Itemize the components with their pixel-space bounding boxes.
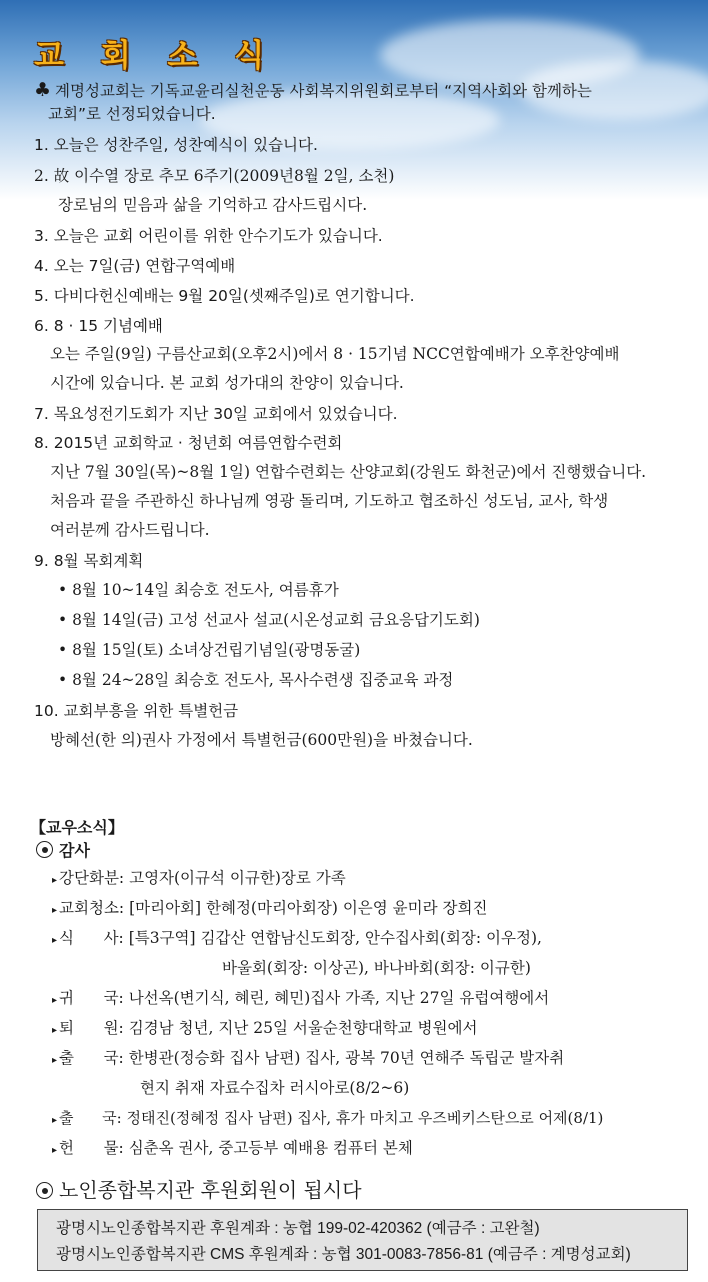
member-item-text: 한병관(정승화 집사 남편) 집사, 광복 70년 연해주 독립군 발자취 (128, 1049, 565, 1067)
page-title: 교 회 소 식 (34, 38, 278, 74)
intro-text-1: 계명성교회는 기독교윤리실천운동 사회복지위원회로부터 “지역사회와 함께하는 (55, 82, 592, 100)
intro-line-2: 교회”로 선정되었습니다. (48, 105, 216, 123)
news-item: 1. 오늘은 성찬주일, 성찬예식이 있습니다. (34, 136, 318, 154)
member-item-text: 김경남 청년, 지난 25일 서울순천향대학교 병원에서 (128, 1019, 478, 1037)
member-item-label: 헌 물: (59, 1139, 124, 1157)
news-item: 4. 오는 7일(금) 연합구역예배 (34, 257, 236, 275)
schedule-item: • 8월 10~14일 최승호 전도사, 여름휴가 (58, 581, 339, 599)
member-item-label: 출 국: (59, 1049, 124, 1067)
news-item-detail: 여러분께 감사드립니다. (50, 521, 210, 539)
triangle-icon: ▸ (52, 905, 58, 916)
member-item-label: 출 국: (59, 1109, 122, 1127)
member-item (52, 868, 346, 891)
member-item-continued: 현지 취재 자료수집차 러시아로(8/2~6) (140, 1079, 410, 1097)
schedule-item: • 8월 24~28일 최승호 전도사, 목사수련생 집중교육 과정 (58, 671, 454, 689)
news-item: 6. 8 · 15 기념예배 (34, 317, 163, 335)
news-item-detail: 방혜선(한 의)권사 가정에서 특별헌금(600만원)을 바쳤습니다. (50, 731, 473, 749)
triangle-icon: ▸ (52, 1145, 58, 1156)
thanks-heading-text: 감사 (59, 841, 90, 860)
news-item-detail: 처음과 끝을 주관하신 하나님께 영광 돌리며, 기도하고 협조하신 성도님, 교사, 학생 (50, 492, 609, 510)
member-item-text: [특3구역] 김갑산 연합남신도회장, 안수집사회(회장: 이우정), (128, 929, 542, 947)
member-item (52, 928, 542, 951)
triangle-icon: ▸ (52, 995, 58, 1006)
member-item-continued: 바울회(회장: 이상곤), 바나바회(회장: 이규한) (222, 959, 531, 977)
member-item-label: 퇴 원: (59, 1019, 124, 1037)
account-line-1: 광명시노인종합복지관 후원계좌 : 농협 199-02-420362 (예금주 : 고완철) (56, 1220, 540, 1237)
news-item-detail: 오는 주일(9일) 구름산교회(오후2시)에서 8 · 15기념 NCC연합예배가 오후찬양예배 (50, 345, 620, 363)
bullet-circle-icon (36, 1182, 53, 1199)
member-item-text: 심춘옥 권사, 중고등부 예배용 컴퓨터 본체 (128, 1139, 413, 1157)
member-item-label: 강단화분: (59, 869, 125, 887)
member-item-label: 식 사: (59, 929, 124, 947)
triangle-icon: ▸ (52, 935, 58, 946)
news-item-detail: 시간에 있습니다. 본 교회 성가대의 찬양이 있습니다. (50, 374, 404, 392)
news-item: 9. 8월 목회계획 (34, 552, 144, 570)
donation-heading-text: 노인종합복지관 후원회원이 됩시다 (59, 1178, 362, 1202)
news-item: 2. 故 이수열 장로 추모 6주기(2009년8월 2일, 소천) (34, 167, 395, 185)
news-item: 3. 오늘은 교회 어린이를 위한 안수기도가 있습니다. (34, 227, 383, 245)
member-item-text: 고영자(이규석 이규한)장로 가족 (129, 869, 346, 887)
news-item: 10. 교회부흥을 위한 특별헌금 (34, 702, 239, 720)
member-item (52, 1048, 564, 1071)
donation-heading (36, 1180, 362, 1200)
member-item-text: 정태진(정혜정 집사 남편) 집사, 휴가 마치고 우즈베키스탄으로 어제(8/1) (126, 1109, 604, 1127)
news-item: 8. 2015년 교회학교 · 청년회 여름연합수련회 (34, 434, 343, 452)
member-item-text: 나선옥(변기식, 혜린, 혜민)집사 가족, 지난 27일 유럽여행에서 (128, 989, 550, 1007)
member-item-label: 교회청소: (59, 899, 125, 917)
triangle-icon: ▸ (52, 1025, 58, 1036)
account-line-2: 광명시노인종합복지관 CMS 후원계좌 : 농협 301-0083-7856-81 (예금주 : 계명성교회) (56, 1246, 631, 1263)
member-item-text: [마리아회] 한혜정(마리아회장) 이은영 윤미라 장희진 (129, 899, 488, 917)
triangle-icon: ▸ (52, 1055, 58, 1066)
donation-account-box (37, 1209, 688, 1271)
triangle-icon: ▸ (52, 1115, 58, 1126)
news-item: 5. 다비다헌신예배는 9월 20일(셋째주일)로 연기합니다. (34, 287, 415, 305)
member-news-heading: 【교우소식】 (30, 818, 124, 837)
bullet-circle-icon (36, 841, 53, 858)
member-item (52, 988, 549, 1011)
news-item-detail: 지난 7월 30일(목)~8월 1일) 연합수련회는 산양교회(강원도 화천군)에서 진행했습니다. (50, 463, 647, 481)
news-item: 7. 목요성전기도회가 지난 30일 교회에서 있었습니다. (34, 405, 398, 423)
member-item (52, 1018, 477, 1041)
member-item (52, 1138, 413, 1161)
news-item-detail: 장로님의 믿음과 삶을 기억하고 감사드립시다. (58, 196, 368, 214)
club-icon: ♣ (34, 79, 52, 101)
member-item (52, 898, 487, 921)
thanks-heading (36, 838, 90, 861)
schedule-item: • 8월 15일(토) 소녀상건립기념일(광명동굴) (58, 641, 361, 659)
triangle-icon: ▸ (52, 875, 58, 886)
schedule-item: • 8월 14일(금) 고성 선교사 설교(시온성교회 금요응답기도회) (58, 611, 480, 629)
intro-line-1 (34, 80, 592, 101)
member-item-label: 귀 국: (59, 989, 124, 1007)
member-item (52, 1108, 603, 1131)
